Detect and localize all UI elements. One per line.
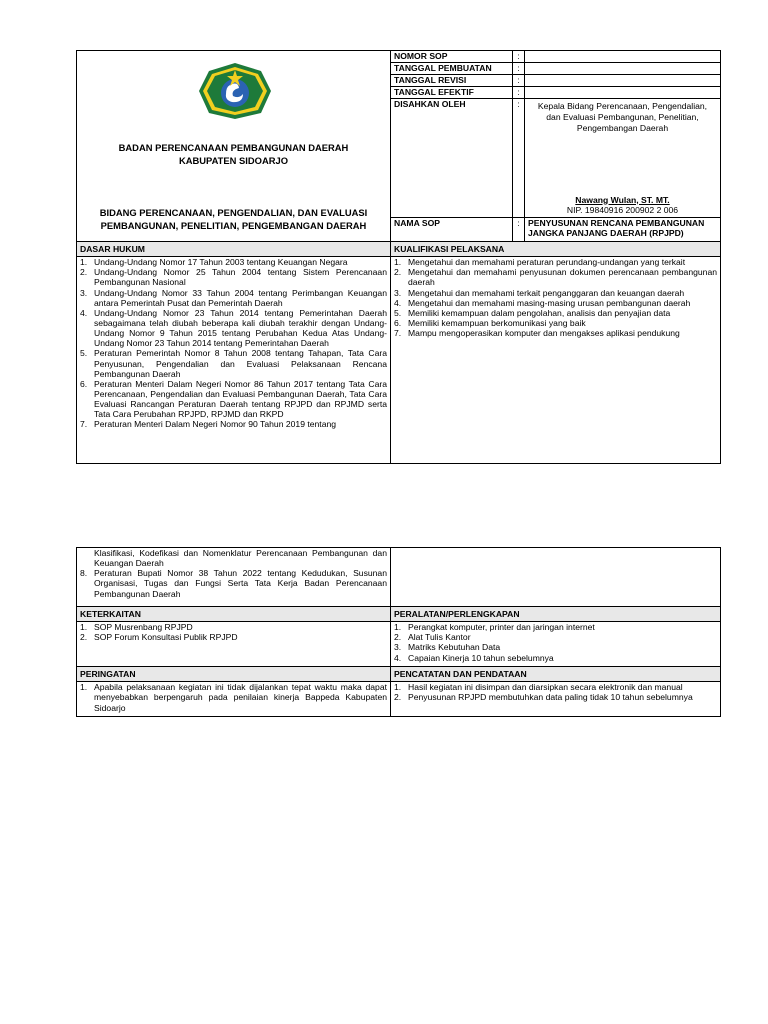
nomor-sop-label: NOMOR SOP	[391, 51, 513, 63]
list-item-text: Memiliki kemampuan dalam pengolahan, analisis dan penyajian data	[408, 307, 671, 318]
list-item-text: Penyusunan RPJPD membutuhkan data paling tidak 10 tahun sebelumnya	[408, 692, 693, 703]
sop-top-table	[76, 50, 721, 464]
list-item-text: Undang-Undang Nomor 25 Tahun 2004 tentang Sistem Perencanaan Pembangunan Nasional	[94, 267, 387, 288]
colon: :	[513, 218, 525, 242]
list-item-text: Undang-Undang Nomor 23 Tahun 2014 tentang Pemerintahan Daerah sebagaimana telah diubah beberapa kali diubah terakhir dengan Undang-Undang Nomor 9 Tahun 2015 tentang Perubahan Kedua Atas Undang-Undang Nomor 23 Tahun 2014 tentang Pemerintahan Daerah	[94, 307, 387, 349]
nama-sop-value	[525, 218, 721, 242]
list-item-text: SOP Musrenbang RPJPD	[94, 622, 193, 633]
list-item-text: Mengetahui dan memahami masing-masing urusan pembangunan daerah	[408, 297, 691, 308]
colon: :	[513, 87, 525, 99]
list-item-text: Mengetahui dan memahami terkait penganggaran dan keuangan daerah	[408, 287, 685, 298]
list-item-text: Peraturan Menteri Dalam Negeri Nomor 86 Tahun 2017 tentang Tata Cara Perencanaan, Pengendalian dan Evaluasi Pembangunan Daerah, Tata Cara Evaluasi Rancangan Peraturan Daerah tentang RPJPD dan RPJMD serta Tata Cara Perubahan RPJPD, RPJMD dan RKPD	[94, 378, 387, 420]
list-item-text: Peraturan Menteri Dalam Negeri Nomor 90 Tahun 2019 tentang	[94, 419, 337, 430]
keterkaitan-list	[80, 622, 387, 642]
list-item	[394, 308, 717, 318]
list-item	[394, 267, 717, 287]
tanggal-efektif-value	[525, 87, 721, 99]
keterkaitan-header: KETERKAITAN	[77, 607, 391, 622]
list-item-text: SOP Forum Konsultasi Publik RPJPD	[94, 632, 238, 643]
list-item-number: 2.	[394, 267, 402, 278]
signer-nip: NIP. 19840916 200902 2 006	[566, 205, 679, 216]
list-item-text: Hasil kegiatan ini disimpan dan diarsipkan secara elektronik dan manual	[408, 682, 683, 693]
pencatatan-list	[394, 682, 717, 702]
list-item-text: Undang-Undang Nomor 17 Tahun 2003 tentang Keuangan Negara	[94, 257, 348, 268]
list-item-number: 2.	[394, 692, 402, 703]
dasar-hukum-list	[80, 257, 387, 429]
division-name-line1: BIDANG PERENCANAAN, PENGENDALIAN, DAN EVALUASI	[99, 207, 368, 218]
peringatan-list	[80, 682, 387, 712]
sop-bottom-table	[76, 547, 721, 717]
list-item	[80, 419, 387, 429]
list-item-number: 5.	[80, 348, 88, 359]
tanggal-efektif-label: TANGGAL EFEKTIF	[391, 87, 513, 99]
approver-title-line1: Kepala Bidang Perencanaan, Pengendalian,	[537, 101, 708, 111]
colon: :	[513, 75, 525, 87]
list-item	[394, 288, 717, 298]
list-item	[394, 653, 717, 663]
peringatan-cell	[77, 682, 391, 717]
pencatatan-header: PENCATATAN DAN PENDATAAN	[391, 667, 721, 682]
disahkan-oleh-value	[525, 99, 721, 218]
tanggal-revisi-value	[525, 75, 721, 87]
list-item-number: 6.	[80, 378, 88, 389]
list-item	[80, 348, 387, 378]
list-item-number: 2.	[80, 267, 88, 278]
list-item-number: 3.	[80, 287, 88, 298]
list-item-text: Alat Tulis Kantor	[408, 632, 471, 643]
list-item-number: 6.	[394, 317, 402, 328]
peralatan-cell	[391, 622, 721, 667]
tanggal-pembuatan-label: TANGGAL PEMBUATAN	[391, 63, 513, 75]
kualifikasi-list	[394, 257, 717, 338]
list-item-number	[80, 548, 94, 568]
list-item	[80, 568, 387, 598]
list-item-text: Memiliki kemampuan berkomunikasi yang baik	[408, 317, 586, 328]
list-item-text: Apabila pelaksanaan kegiatan ini tidak dijalankan tepat waktu maka dapat menyebabkan berpengaruh pada penilaian kinerja Bappeda Kabupaten Sidoarjo	[94, 682, 387, 713]
list-item-text: Matriks Kebutuhan Data	[408, 642, 501, 653]
list-item	[394, 682, 717, 692]
list-item-number: 3.	[394, 287, 402, 298]
tanggal-pembuatan-value	[525, 63, 721, 75]
list-item	[394, 692, 717, 702]
dasar-hukum-continued-list	[80, 548, 387, 599]
sidoarjo-regency-emblem-icon	[197, 61, 273, 121]
tanggal-revisi-label: TANGGAL REVISI	[391, 75, 513, 87]
list-item	[80, 379, 387, 420]
pencatatan-cell	[391, 682, 721, 717]
dasar-hukum-header: DASAR HUKUM	[77, 242, 391, 257]
list-item-number: 2.	[394, 632, 402, 643]
list-item-number: 1.	[80, 257, 88, 268]
list-item	[394, 642, 717, 652]
list-item	[80, 548, 387, 568]
list-item-text: Klasifikasi, Kodefikasi dan Nomenklatur Perencanaan Pembangunan dan Keuangan Daerah	[94, 548, 387, 569]
list-item	[80, 267, 387, 287]
list-item-text: Peraturan Pemerintah Nomor 8 Tahun 2008 tentang Tahapan, Tata Cara Penyusunan, Pengendalian dan Evaluasi Pelaksanaan Rencana Pembangunan Daerah	[94, 348, 387, 379]
list-item	[394, 328, 717, 338]
division-name-line2: PEMBANGUNAN, PENELITIAN, PENGEMBANGAN DAERAH	[100, 219, 367, 231]
list-item	[394, 622, 717, 632]
list-item	[394, 257, 717, 267]
list-item-number: 2.	[80, 632, 88, 643]
list-item	[394, 632, 717, 642]
approver-title-line2: dan Evaluasi Pembangunan, Penelitian,	[546, 112, 699, 123]
keterkaitan-cell	[77, 622, 391, 667]
kualifikasi-header: KUALIFIKASI PELAKSANA	[391, 242, 721, 257]
dasar-hukum-cell	[77, 257, 391, 464]
list-item	[80, 682, 387, 712]
nama-sop-label: NAMA SOP	[391, 218, 513, 242]
list-item-number: 1.	[80, 682, 88, 693]
list-item	[80, 257, 387, 267]
list-item-text: Undang-Undang Nomor 33 Tahun 2004 tentang Perimbangan Keuangan antara Pemerintah Pusat dan Pemerintah Daerah	[94, 287, 387, 308]
list-item-text: Mengetahui dan memahami penyusunan dokumen perencanaan pembangunan daerah	[408, 267, 717, 288]
signer-name: Nawang Wulan, ST. MT.	[575, 194, 670, 205]
nama-sop-line2: JANGKA PANJANG DAERAH (RPJPD)	[528, 228, 684, 239]
list-item	[80, 622, 387, 632]
approver-title-line3: Pengembangan Daerah	[576, 123, 669, 134]
list-item-number: 4.	[394, 297, 402, 308]
list-item	[80, 632, 387, 642]
nomor-sop-value	[525, 51, 721, 63]
list-item-number: 1.	[394, 622, 402, 633]
list-item	[80, 288, 387, 308]
peringatan-header: PERINGATAN	[77, 667, 391, 682]
agency-region: KABUPATEN SIDOARJO	[178, 154, 289, 166]
list-item	[394, 318, 717, 328]
list-item-number: 7.	[80, 419, 88, 430]
list-item-number: 1.	[394, 257, 402, 268]
list-item-text: Mengetahui dan memahami peraturan perundang-undangan yang terkait	[408, 257, 686, 268]
list-item-text: Capaian Kinerja 10 tahun sebelumnya	[408, 652, 554, 663]
list-item-number: 7.	[394, 328, 402, 339]
list-item-text: Perangkat komputer, printer dan jaringan internet	[408, 622, 595, 633]
peralatan-header: PERALATAN/PERLENGKAPAN	[391, 607, 721, 622]
list-item-number: 8.	[80, 568, 88, 579]
list-item-number: 4.	[394, 652, 402, 663]
peralatan-list	[394, 622, 717, 663]
nama-sop-line1: PENYUSUNAN RENCANA PEMBANGUNAN	[528, 218, 705, 228]
list-item-text: Mampu mengoperasikan komputer dan mengakses aplikasi pendukung	[408, 328, 680, 339]
list-item-number: 3.	[394, 642, 402, 653]
list-item-text: Peraturan Bupati Nomor 38 Tahun 2022 tentang Kedudukan, Susunan Organisasi, Tugas dan Fungsi Serta Tata Kerja Badan Perencanaan Pembangunan Daerah	[94, 568, 387, 599]
list-item	[394, 298, 717, 308]
kualifikasi-cell	[391, 257, 721, 464]
colon: :	[513, 51, 525, 63]
list-item-number: 1.	[394, 682, 402, 693]
header-cell	[77, 51, 391, 242]
dasar-hukum-continued-cell	[77, 548, 391, 607]
disahkan-oleh-label: DISAHKAN OLEH	[391, 99, 513, 218]
list-item-number: 4.	[80, 307, 88, 318]
list-item-number: 1.	[80, 622, 88, 633]
list-item-number: 5.	[394, 307, 402, 318]
colon: :	[513, 99, 525, 218]
empty-cell	[391, 548, 721, 607]
agency-name: BADAN PERENCANAAN PEMBANGUNAN DAERAH	[118, 142, 349, 153]
list-item	[80, 308, 387, 349]
colon: :	[513, 63, 525, 75]
